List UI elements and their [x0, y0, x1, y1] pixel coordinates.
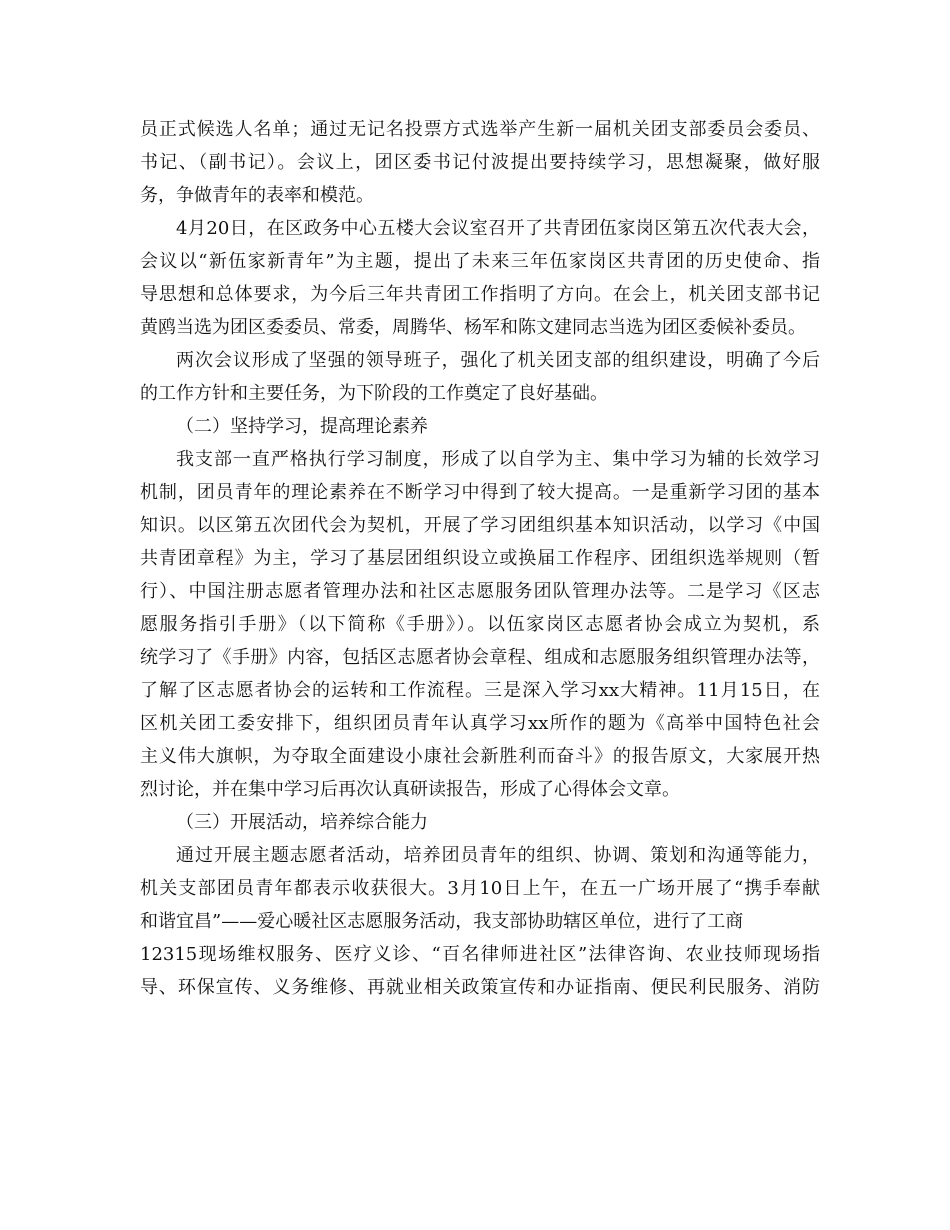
text-line: 机关支部团员青年都表示收获很大。3月10日上午，在五一广场开展了“携手奉献 [140, 878, 820, 899]
text-line: 会议以“新伍家新青年”为主题，提出了未来三年伍家岗区共青团的历史使命、指 [140, 251, 820, 272]
document-body [140, 113, 820, 1004]
text-line: 4月20日，在区政务中心五楼大会议室召开了共青团伍家岗区第五次代表大会， [176, 218, 820, 239]
text-line: 了解了区志愿者协会的运转和工作流程。三是深入学习xx大精神。11月15日，在 [140, 680, 820, 701]
text-line: 区机关团工委安排下，组织团员青年认真学习xx所作的题为《高举中国特色社会 [140, 713, 820, 734]
paragraph [140, 212, 820, 344]
text-line: 导思想和总体要求，为今后三年共青团工作指明了方向。在会上，机关团支部书记 [140, 284, 820, 305]
text-line: 12315现场维权服务、医疗义诊、“百名律师进社区”法律咨询、农业技师现场指 [140, 944, 820, 965]
text-line: 共青团章程》为主，学习了基层团组织设立或换届工作程序、团组织选举规则（暂 [140, 548, 820, 569]
paragraph [140, 113, 820, 212]
text-line: 的工作方针和主要任务，为下阶段的工作奠定了良好基础。 [140, 383, 608, 404]
text-line: 机制，团员青年的理论素养在不断学习中得到了较大提高。一是重新学习团的基本 [140, 482, 820, 503]
text-line: 我支部一直严格执行学习制度，形成了以自学为主、集中学习为辅的长效学习 [176, 449, 820, 470]
text-line: 统学习了《手册》内容，包括区志愿者协会章程、组成和志愿服务组织管理办法等， [140, 647, 820, 668]
text-line: 烈讨论，并在集中学习后再次认真研读报告，形成了心得体会文章。 [140, 779, 680, 800]
text-line: 导、环保宣传、义务维修、再就业相关政策宣传和办证指南、便民利民服务、消防 [140, 977, 820, 998]
paragraph [140, 344, 820, 410]
text-line: 务，争做青年的表率和模范。 [140, 185, 374, 206]
text-line: 愿服务指引手册》（以下简称《手册》）。以伍家岗区志愿者协会成立为契机，系 [140, 614, 820, 635]
text-line: 黄鸥当选为团区委委员、常委，周腾华、杨军和陈文建同志当选为团区委候补委员。 [140, 317, 806, 338]
text-line: 书记、（副书记）。会议上，团区委书记付波提出要持续学习，思想凝聚，做好服 [140, 152, 820, 173]
text-line: 两次会议形成了坚强的领导班子，强化了机关团支部的组织建设，明确了今后 [176, 350, 820, 371]
section-heading: （三）开展活动，培养综合能力 [176, 812, 428, 833]
paragraph [140, 443, 820, 806]
text-line: 和谐宜昌”——爱心暖社区志愿服务活动，我支部协助辖区单位，进行了工商 [140, 911, 744, 932]
paragraph [140, 839, 820, 1004]
text-line: 主义伟大旗帜，为夺取全面建设小康社会新胜利而奋斗》的报告原文，大家展开热 [140, 746, 820, 767]
text-line: 知识。以区第五次团代会为契机，开展了学习团组织基本知识活动，以学习《中国 [140, 515, 820, 536]
text-line: 通过开展主题志愿者活动，培养团员青年的组织、协调、策划和沟通等能力， [176, 845, 820, 866]
section-heading: （二）坚持学习，提高理论素养 [176, 416, 428, 437]
text-line: 行）、中国注册志愿者管理办法和社区志愿服务团队管理办法等。二是学习《区志 [140, 581, 820, 602]
text-line: 员正式候选人名单；通过无记名投票方式选举产生新一届机关团支部委员会委员、 [140, 119, 820, 140]
